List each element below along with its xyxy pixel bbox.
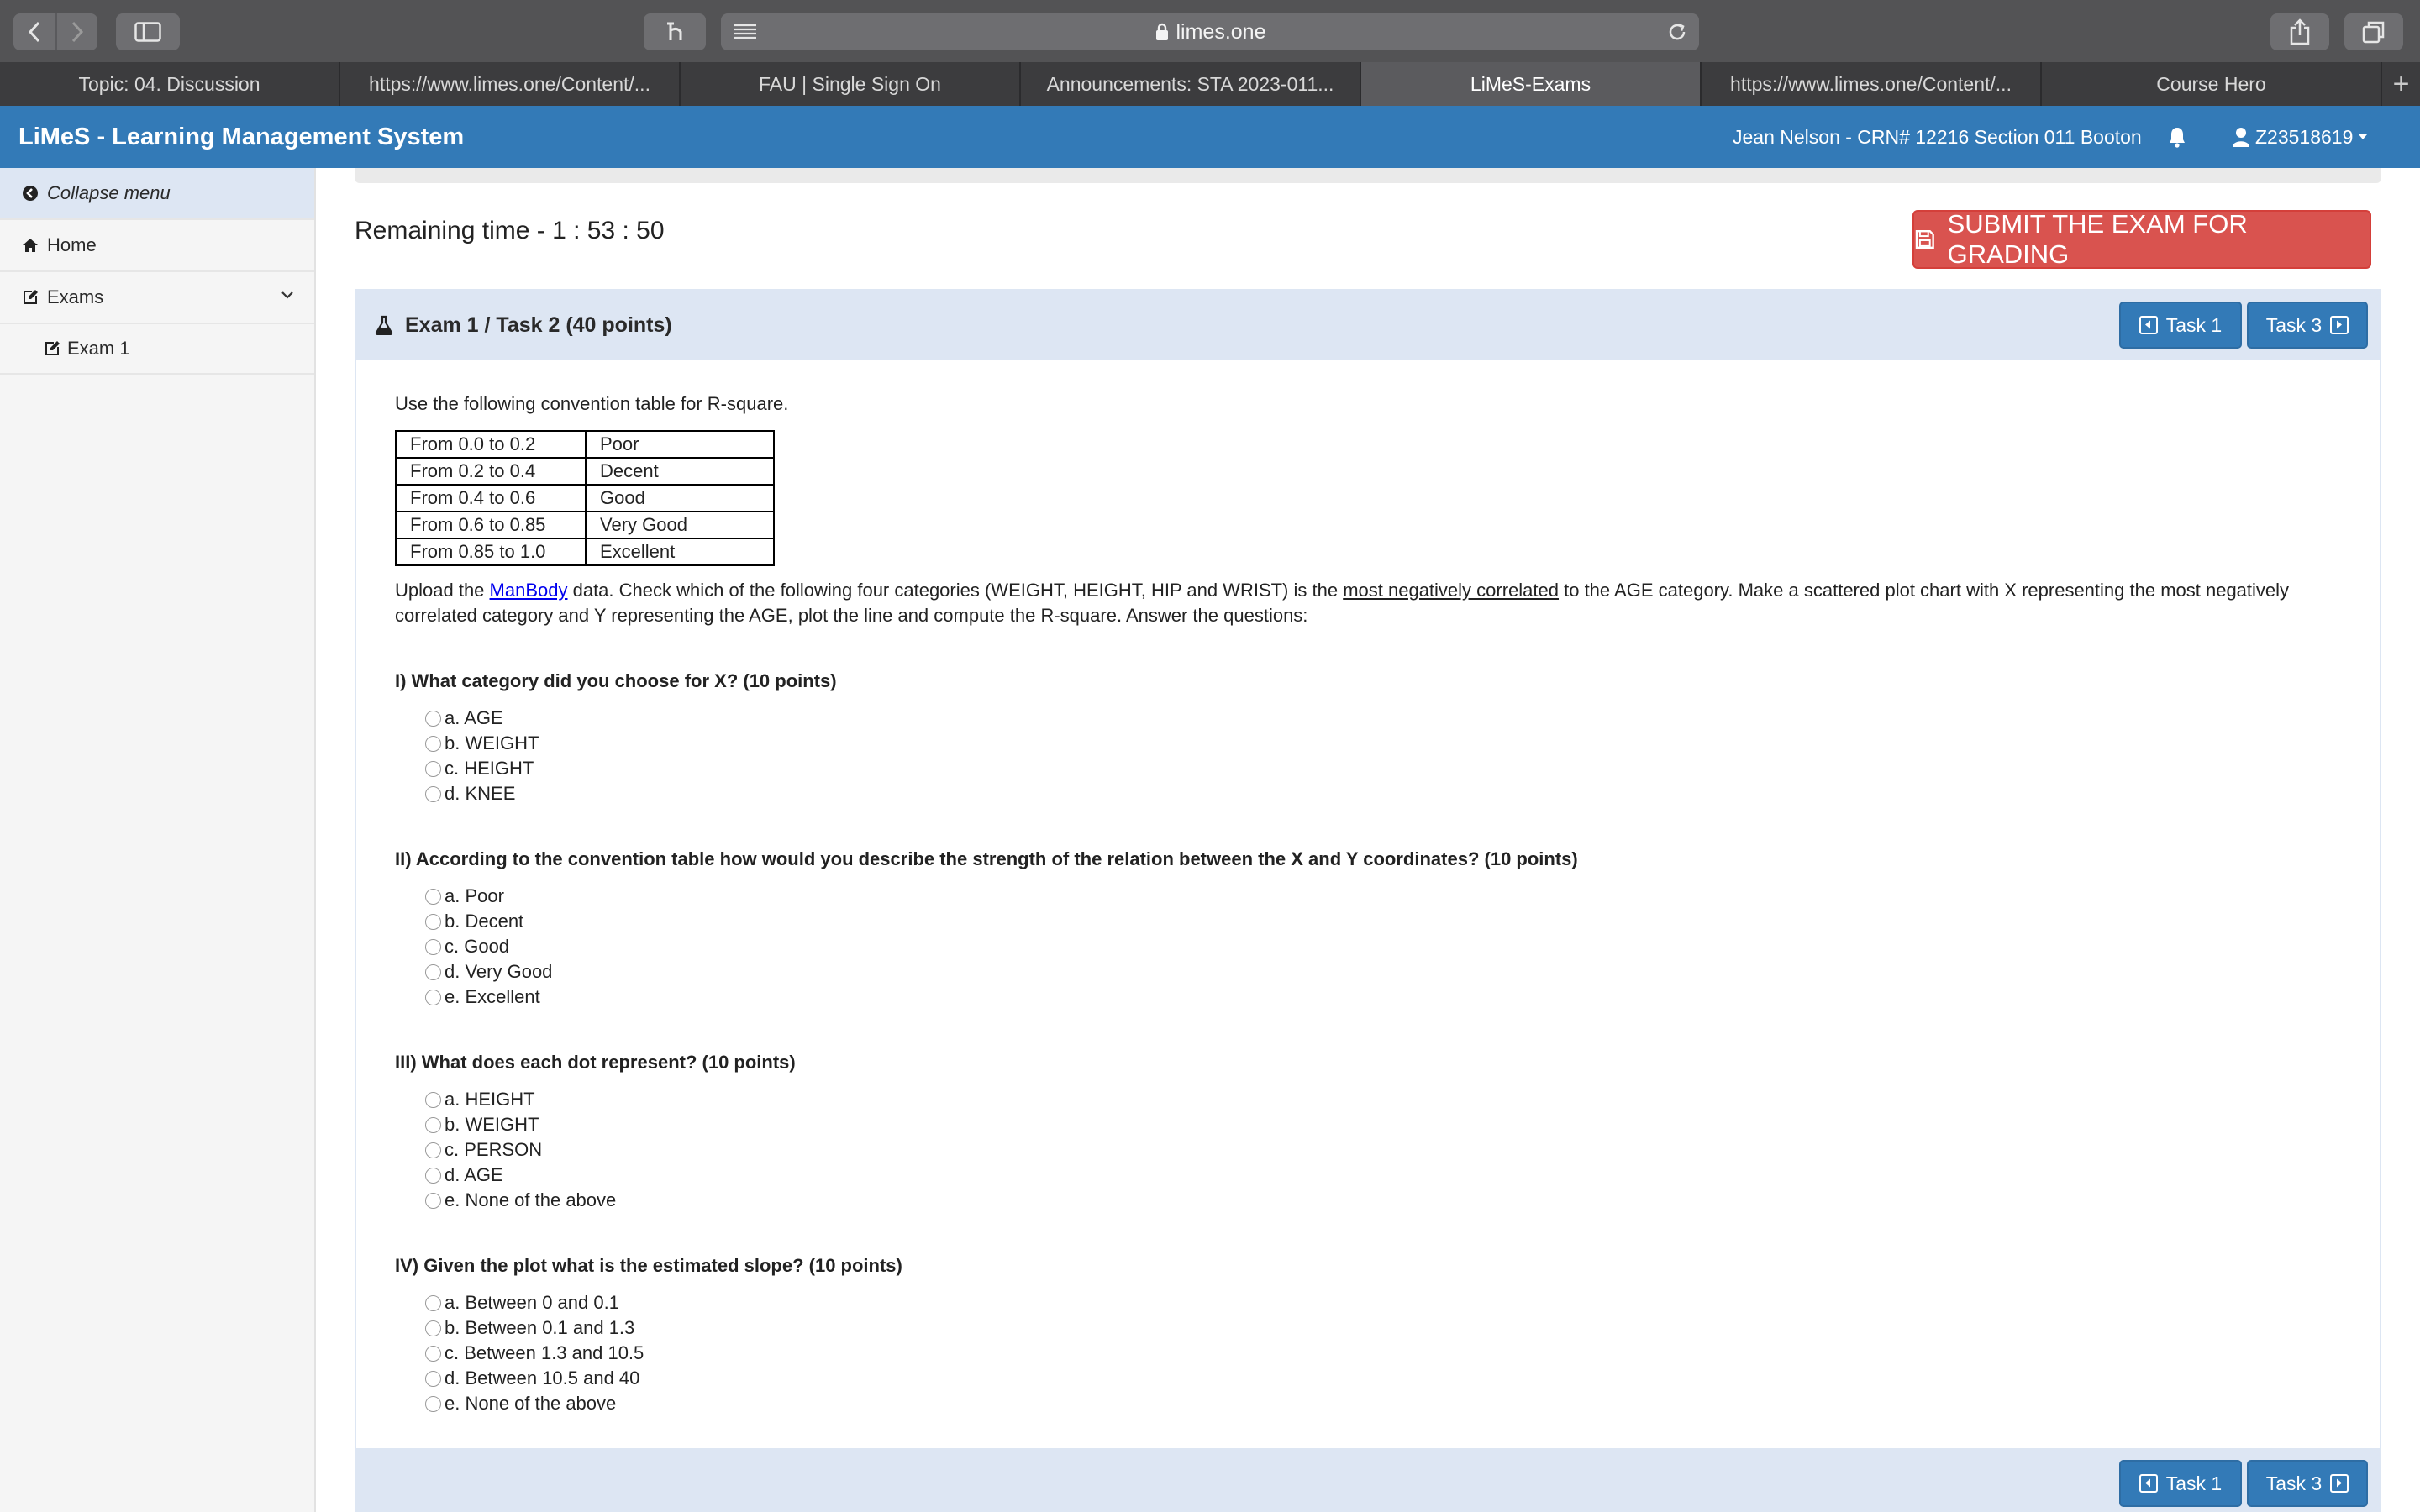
- table-cell: Decent: [586, 458, 774, 485]
- question-4: [395, 1253, 2344, 1416]
- sidebar-subitem-exam-1[interactable]: [0, 324, 314, 375]
- answer-option[interactable]: [425, 781, 2344, 806]
- lock-icon: [1155, 23, 1170, 41]
- browser-tab[interactable]: Topic: 04. Discussion: [0, 62, 340, 106]
- option-label: e. None of the above: [445, 1393, 617, 1414]
- table-cell: From 0.2 to 0.4: [396, 458, 586, 485]
- question-title: I) What category did you choose for X? (10 points): [395, 670, 837, 691]
- option-label: d. Between 10.5 and 40: [445, 1368, 640, 1389]
- radio-button[interactable]: [425, 761, 441, 777]
- caret-down-icon: [2358, 134, 2368, 140]
- answer-options: [395, 884, 2344, 1010]
- bell-icon[interactable]: [2168, 126, 2186, 152]
- table-row: [396, 538, 774, 565]
- option-label: b. Between 0.1 and 1.3: [445, 1317, 635, 1338]
- next-task-label: Task 3: [2265, 1472, 2323, 1494]
- radio-button[interactable]: [425, 939, 441, 955]
- next-task-button[interactable]: [2247, 1460, 2368, 1507]
- answer-options: [395, 706, 2344, 806]
- task-panel: [355, 289, 2381, 1512]
- browser-tab-active[interactable]: LiMeS-Exams: [1361, 62, 1702, 106]
- option-label: c. Between 1.3 and 10.5: [445, 1342, 644, 1363]
- table-cell: From 0.0 to 0.2: [396, 431, 586, 458]
- radio-button[interactable]: [425, 1346, 441, 1362]
- answer-option[interactable]: [425, 1366, 2344, 1391]
- table-cell: Excellent: [586, 538, 774, 565]
- forward-button[interactable]: [55, 13, 97, 50]
- radio-button[interactable]: [425, 964, 441, 980]
- next-task-label: Task 3: [2265, 313, 2323, 336]
- edit-icon: [44, 340, 60, 357]
- sidebar-item-label: Exams: [47, 286, 104, 307]
- answer-option[interactable]: [425, 1315, 2344, 1341]
- extension-button[interactable]: [644, 13, 706, 50]
- share-icon: [2289, 18, 2311, 45]
- option-label: c. PERSON: [445, 1139, 543, 1160]
- sidebar-toggle-button[interactable]: [116, 13, 180, 50]
- question-title: IV) Given the plot what is the estimated slope? (10 points): [395, 1255, 902, 1276]
- answer-option[interactable]: [425, 1341, 2344, 1366]
- answer-option[interactable]: [425, 731, 2344, 756]
- option-label: a. AGE: [445, 707, 503, 728]
- option-label: b. WEIGHT: [445, 1114, 539, 1135]
- show-tabs-button[interactable]: [2344, 13, 2403, 50]
- task-body: [395, 391, 2344, 1416]
- option-label: a. HEIGHT: [445, 1089, 535, 1110]
- browser-tab[interactable]: https://www.limes.one/Content/...: [1702, 62, 2042, 106]
- question-title: III) What does each dot represent? (10 points): [395, 1052, 796, 1073]
- option-label: c. HEIGHT: [445, 758, 534, 779]
- user-id: Z23518619: [2255, 125, 2354, 148]
- sidebar-subitem-label: Exam 1: [67, 338, 130, 359]
- url-display: [721, 13, 1699, 50]
- radio-button[interactable]: [425, 736, 441, 752]
- radio-button[interactable]: [425, 1168, 441, 1184]
- question-3: [395, 1050, 2344, 1213]
- radio-button[interactable]: [425, 990, 441, 1005]
- prev-task-label: Task 1: [2165, 1472, 2223, 1494]
- convention-table: [395, 430, 775, 566]
- table-cell: Good: [586, 485, 774, 512]
- task-title-text: Exam 1 / Task 2 (40 points): [405, 312, 672, 337]
- answer-option[interactable]: [425, 934, 2344, 959]
- table-cell: Very Good: [586, 512, 774, 538]
- answer-option[interactable]: [425, 984, 2344, 1010]
- option-label: a. Between 0 and 0.1: [445, 1292, 619, 1313]
- radio-button[interactable]: [425, 786, 441, 802]
- answer-option[interactable]: [425, 1188, 2344, 1213]
- submit-exam-label: SUBMIT THE EXAM FOR GRADING: [1947, 209, 2248, 269]
- chevron-left-icon: [28, 21, 41, 43]
- radio-button[interactable]: [425, 1142, 441, 1158]
- chevron-circle-left-icon: [22, 185, 39, 202]
- intro-text: Use the following convention table for R-square.: [395, 393, 789, 414]
- answer-option[interactable]: [425, 884, 2344, 909]
- next-task-button[interactable]: [2247, 302, 2368, 349]
- prev-task-button[interactable]: [2119, 302, 2242, 349]
- scrolled-content-edge: [355, 168, 2381, 183]
- option-label: c. Good: [445, 936, 510, 957]
- option-label: d. KNEE: [445, 783, 516, 804]
- answer-option[interactable]: [425, 706, 2344, 731]
- answer-option[interactable]: [425, 1290, 2344, 1315]
- table-cell: From 0.6 to 0.85: [396, 512, 586, 538]
- option-label: d. AGE: [445, 1164, 503, 1185]
- save-icon: [1914, 228, 1936, 250]
- new-tab-button[interactable]: +: [2392, 67, 2410, 100]
- table-row: [396, 431, 774, 458]
- question-2: [395, 847, 2344, 1010]
- user-icon: [2232, 127, 2250, 147]
- question-1: [395, 669, 2344, 806]
- option-label: d. Very Good: [445, 961, 553, 982]
- url-text: limes.one: [1176, 19, 1266, 44]
- task-title: [375, 291, 672, 360]
- task-panel-footer: [356, 1448, 2380, 1512]
- side-menu: [0, 168, 316, 1512]
- answer-options: [395, 1087, 2344, 1213]
- radio-button[interactable]: [425, 1193, 441, 1209]
- desc-text: Upload the: [395, 580, 490, 601]
- desc-text: to the AGE category. Make a scattered plot chart with X representing the most negatively correlated category and Y representing the AGE, plot the line and compute the R-square. Answer the questions:: [395, 580, 2290, 626]
- share-button[interactable]: [2270, 13, 2329, 50]
- answer-option[interactable]: [425, 756, 2344, 781]
- browser-tab[interactable]: FAU | Single Sign On: [681, 62, 1021, 106]
- radio-button[interactable]: [425, 1117, 441, 1133]
- task-panel-header: [356, 291, 2380, 360]
- sidebar-item-exams[interactable]: [0, 272, 314, 324]
- history-nav: [13, 13, 97, 50]
- chevron-down-icon: [281, 290, 294, 300]
- edit-icon: [22, 289, 39, 306]
- tab-strip: [0, 62, 2420, 106]
- collapse-menu-label: Collapse menu: [47, 182, 171, 203]
- tabs-icon: [2362, 20, 2386, 44]
- radio-button[interactable]: [425, 914, 441, 930]
- option-label: b. Decent: [445, 911, 524, 932]
- user-menu[interactable]: [2232, 106, 2368, 168]
- task-description: [395, 578, 2344, 628]
- radio-button[interactable]: [425, 889, 441, 905]
- table-row: [396, 485, 774, 512]
- reload-icon[interactable]: [1665, 20, 1689, 48]
- radio-button[interactable]: [425, 1371, 441, 1387]
- sidebar-item-label: Home: [47, 234, 97, 255]
- chevron-right-icon: [71, 21, 84, 43]
- browser-tab[interactable]: Course Hero: [2042, 62, 2382, 106]
- extension-icon: [664, 20, 686, 44]
- caret-square-left-icon: [2139, 1474, 2158, 1493]
- prev-task-label: Task 1: [2165, 313, 2223, 336]
- option-label: b. WEIGHT: [445, 732, 539, 753]
- answer-option[interactable]: [425, 1087, 2344, 1112]
- app-header: [0, 106, 2420, 168]
- collapse-menu-button[interactable]: [0, 168, 314, 220]
- radio-button[interactable]: [425, 711, 441, 727]
- remaining-time: Remaining time - 1 : 53 : 50: [355, 217, 665, 244]
- question-title: II) According to the convention table how would you describe the strength of the relation between the X and Y coordinates? (10 points): [395, 848, 1578, 869]
- answer-option[interactable]: [425, 1391, 2344, 1416]
- course-info: Jean Nelson - CRN# 12216 Section 011 Booton: [1733, 126, 2142, 148]
- browser-tab[interactable]: https://www.limes.one/Content/...: [340, 62, 681, 106]
- desc-text: data. Check which of the following four categories (WEIGHT, HEIGHT, HIP and WRIST) is the: [567, 580, 1344, 601]
- answer-options: [395, 1290, 2344, 1416]
- table-cell: From 0.4 to 0.6: [396, 485, 586, 512]
- sidebar-item-home[interactable]: [0, 220, 314, 272]
- caret-square-right-icon: [2330, 316, 2349, 334]
- caret-square-right-icon: [2330, 1474, 2349, 1493]
- answer-option[interactable]: [425, 1112, 2344, 1137]
- answer-option[interactable]: [425, 959, 2344, 984]
- submit-exam-button[interactable]: [1912, 210, 2371, 269]
- option-label: e. Excellent: [445, 986, 540, 1007]
- table-cell: Poor: [586, 431, 774, 458]
- desc-emphasis: most negatively correlated: [1343, 580, 1559, 601]
- sidebar-icon: [134, 22, 161, 42]
- table-row: [396, 458, 774, 485]
- option-label: e. None of the above: [445, 1189, 617, 1210]
- flask-icon: [375, 315, 393, 335]
- option-label: a. Poor: [445, 885, 504, 906]
- browser-tab[interactable]: Announcements: STA 2023-011...: [1021, 62, 1361, 106]
- manbody-data-link[interactable]: ManBody: [489, 580, 568, 601]
- brand-title[interactable]: LiMeS - Learning Management System: [18, 123, 465, 150]
- table-row: [396, 512, 774, 538]
- address-bar[interactable]: [721, 13, 1699, 50]
- answer-option[interactable]: [425, 1137, 2344, 1163]
- home-icon: [22, 238, 39, 253]
- table-cell: From 0.85 to 1.0: [396, 538, 586, 565]
- radio-button[interactable]: [425, 1092, 441, 1108]
- browser-toolbar: [0, 0, 2420, 62]
- radio-button[interactable]: [425, 1396, 441, 1412]
- caret-square-left-icon: [2139, 316, 2158, 334]
- back-button[interactable]: [13, 13, 55, 50]
- prev-task-button[interactable]: [2119, 1460, 2242, 1507]
- answer-option[interactable]: [425, 909, 2344, 934]
- radio-button[interactable]: [425, 1295, 441, 1311]
- radio-button[interactable]: [425, 1320, 441, 1336]
- answer-option[interactable]: [425, 1163, 2344, 1188]
